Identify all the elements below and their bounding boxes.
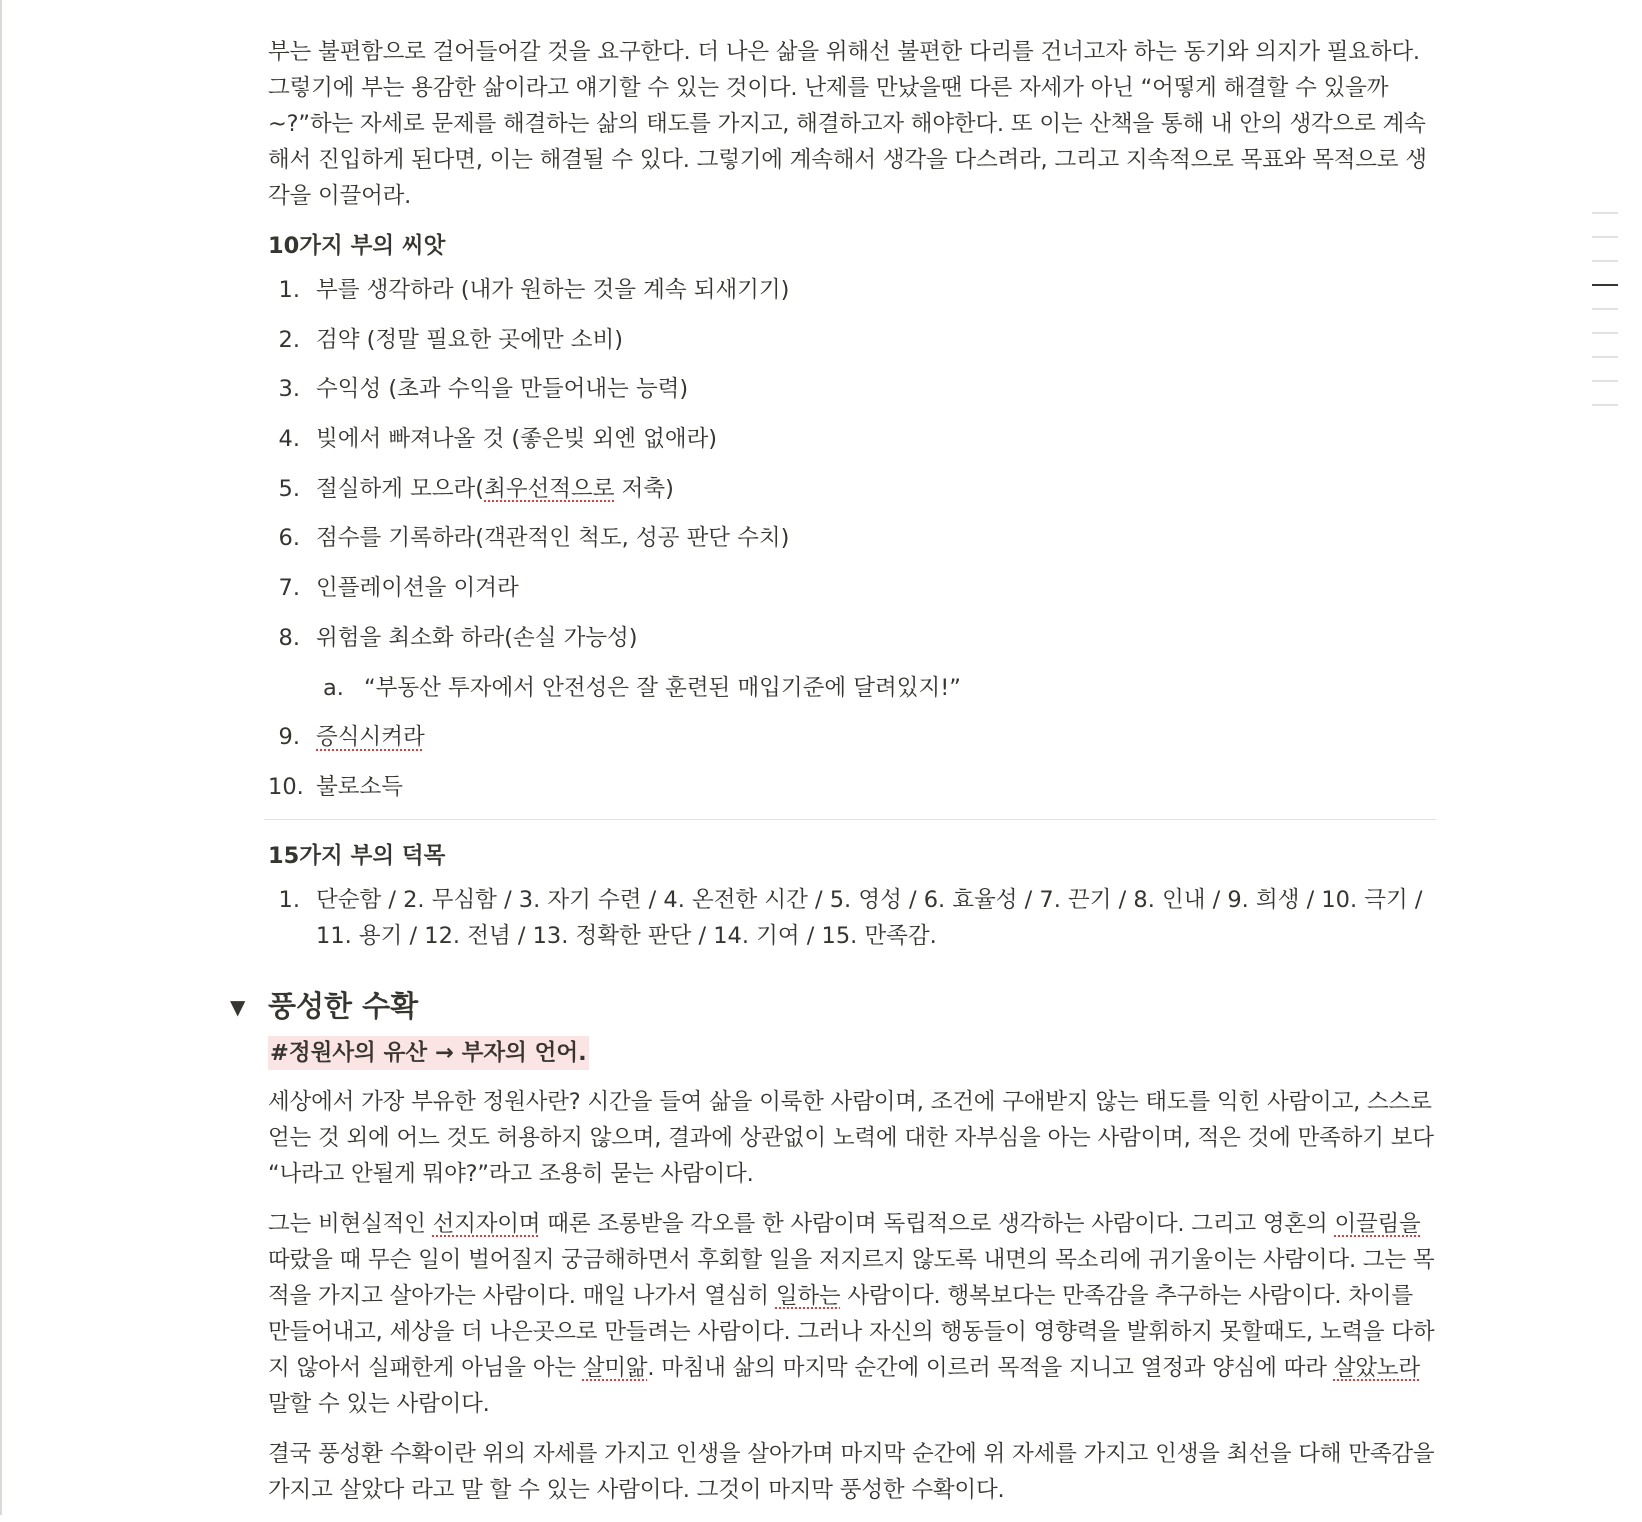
list-item-text: 수익성 (초과 수익을 만들어내는 능력) [316, 376, 689, 403]
toc-tick[interactable] [1592, 404, 1618, 406]
seeds-heading[interactable]: 10가지 부의 씨앗 [268, 233, 446, 259]
toc-tick[interactable] [1592, 356, 1618, 358]
list-number: 9. [278, 724, 300, 751]
divider [264, 819, 1436, 820]
list-item[interactable] [268, 272, 1436, 308]
seeds-list-continued [268, 719, 1436, 805]
list-item-text: 불로소득 [316, 773, 403, 800]
toggle-heading[interactable] [230, 984, 1436, 1028]
text-segment: 따랐을 때 무슨 일이 벌어질지 궁금해하면서 후회할 일을 저지르지 않도록 내면의 목소리에 귀기울이는 사람이다. 그는 목적을 가지고 살아가는 사람이다. 매일 나가서 열심히 [268, 1246, 1435, 1309]
list-item[interactable] [268, 421, 1436, 457]
list-number: 8. [278, 624, 300, 651]
spellcheck-flagged-word: 일하는 [775, 1282, 841, 1309]
text-segment: 저축) [614, 475, 674, 502]
table-of-contents-minimap[interactable] [1592, 212, 1622, 428]
spellcheck-flagged-word: 살미앎 [582, 1354, 648, 1381]
list-item[interactable] [268, 882, 1436, 954]
list-number: 1. [278, 277, 300, 303]
list-number: 2. [278, 326, 300, 353]
list-item[interactable] [268, 570, 1436, 606]
harvest-paragraph-3[interactable]: 결국 풍성환 수확이란 위의 자세를 가지고 인생을 살아가며 마지막 순간에 위 자세를 가지고 인생을 최선을 다해 만족감을 가지고 살았다 라고 말 할 수 있는 사람이다. 그것이 마지막 풍성한 수확이다. [268, 1440, 1435, 1503]
text-segment: . 마침내 삶의 마지막 순간에 이르러 목적을 지니고 열정과 양심에 따라 [647, 1354, 1334, 1381]
list-item-text: 인플레이션을 이겨라 [316, 575, 519, 602]
page-left-border [0, 0, 2, 1515]
text-segment: 말할 수 있는 사람이다. [268, 1390, 490, 1417]
list-number: 3. [278, 376, 300, 403]
list-item[interactable] [268, 769, 1436, 805]
harvest-paragraph-1[interactable]: 세상에서 가장 부유한 정원사란? 시간을 들여 삶을 이룩한 사람이며, 조건에 구애받지 않는 태도를 익힌 사람이고, 스스로 얻는 것 외에 어느 것도 허용하지 않으며, 결과에 상관없이 노력에 대한 자부심을 아는 사람이며, 적은 것에 만족하기 보다 “나라고 안될게 뭐야?”라고 조용히 묻는 사람이다. [268, 1088, 1434, 1187]
seeds-list [268, 272, 1436, 656]
list-item-text: 단순함 / 2. 무심함 / 3. 자기 수련 / 4. 온전한 시간 / 5. 영성 / 6. 효율성 / 7. 끈기 / 8. 인내 / 9. 희생 / 10. 극기 / 11. 용기 / 12. 전념 / 13. 정확한 판단 / 14. 기여 / 15. 만족감. [316, 886, 1423, 949]
list-item-text: “부동산 투자에서 안전성은 잘 훈련된 매입기준에 달려있지!” [364, 674, 961, 701]
text-segment: 절실하게 모으라( [316, 475, 485, 502]
list-number: 7. [278, 575, 300, 602]
text-segment: 사람이다. 행복보다는 만족감을 추구하는 사람이다. 차이를 만들어내고, 세상을 더 나은곳으로 만들려는 사람이다. 그러나 자신의 행동들이 영향력을 발휘하지 못할때도, 노력을 다하지 않아서 실패한게 아님을 아는 [268, 1282, 1435, 1381]
list-item-text: 빚에서 빠져나올 것 (좋은빚 외엔 없애라) [316, 426, 718, 453]
highlighted-tag[interactable]: #정원사의 유산 → 부자의 언어. [268, 1036, 589, 1070]
toc-tick[interactable] [1592, 308, 1618, 310]
spellcheck-flagged-word: 선지자이며 [432, 1210, 541, 1237]
list-item[interactable] [268, 371, 1436, 407]
list-letter: a. [323, 674, 344, 701]
list-item-text: 점수를 기록하라(객관적인 척도, 성공 판단 수치) [316, 525, 790, 552]
text-segment: 그는 비현실적인 [268, 1210, 433, 1237]
toc-tick[interactable] [1592, 380, 1618, 382]
list-number: 10. [268, 773, 304, 800]
tag-block [268, 1036, 1436, 1084]
list-number: 5. [278, 475, 300, 502]
spellcheck-flagged-word: 최우선적으로 [484, 475, 615, 502]
spellcheck-flagged-word: 증식시켜라 [316, 724, 425, 751]
toc-tick[interactable] [1592, 332, 1618, 334]
toc-tick[interactable] [1592, 236, 1618, 238]
toc-tick[interactable] [1592, 260, 1618, 262]
nested-list-item[interactable] [268, 670, 1436, 706]
list-item-text: 검약 (정말 필요한 곳에만 소비) [316, 326, 623, 353]
intro-paragraph[interactable]: 부는 불편함으로 걸어들어갈 것을 요구한다. 더 나은 삶을 위해선 불편한 다리를 건너고자 하는 동기와 의지가 필요하다. 그렇기에 부는 용감한 삶이라고 얘기할 수 있는 것이다. 난제를 만났을땐 다른 자세가 아닌 “어떻게 해결할 수 있을까~?”하는 자세로 문제를 해결하는 삶의 태도를 가지고, 해결하고자 해야한다. 또 이는 산책을 통해 내 안의 생각으로 계속해서 진입하게 된다면, 이는 해결될 수 있다. 그렇기에 계속해서 생각을 다스려라, 그리고 지속적으로 목표와 목적으로 생각을 이끌어라. [268, 39, 1427, 209]
toc-tick-active[interactable] [1592, 284, 1618, 286]
list-number: 4. [278, 426, 300, 453]
spellcheck-flagged-word: 이끌림을 [1334, 1210, 1421, 1237]
list-item[interactable] [268, 620, 1436, 656]
list-item-text [316, 476, 674, 502]
spellcheck-flagged-word: 살았노라 [1333, 1354, 1420, 1381]
list-item[interactable] [268, 520, 1436, 556]
text-segment: 때론 조롱받을 각오를 한 사람이며 독립적으로 생각하는 사람이다. 그리고 영혼의 [540, 1210, 1335, 1237]
harvest-paragraph-2[interactable] [268, 1206, 1436, 1422]
toggle-heading-title: 풍성한 수확 [268, 988, 419, 1023]
list-number: 6. [278, 525, 300, 552]
list-item[interactable] [268, 322, 1436, 358]
page-content [230, 34, 1436, 1522]
list-item[interactable] [268, 471, 1436, 507]
list-item-text: 위험을 최소화 하라(손실 가능성) [316, 624, 638, 651]
list-item-text: 부를 생각하라 (내가 원하는 것을 계속 되새기기) [316, 277, 790, 303]
toc-tick[interactable] [1592, 212, 1618, 214]
virtues-heading[interactable]: 15가지 부의 덕목 [268, 842, 446, 869]
list-number: 1. [278, 886, 300, 913]
list-item[interactable] [268, 719, 1436, 755]
toggle-arrow-icon[interactable]: ▼ [230, 994, 246, 1019]
